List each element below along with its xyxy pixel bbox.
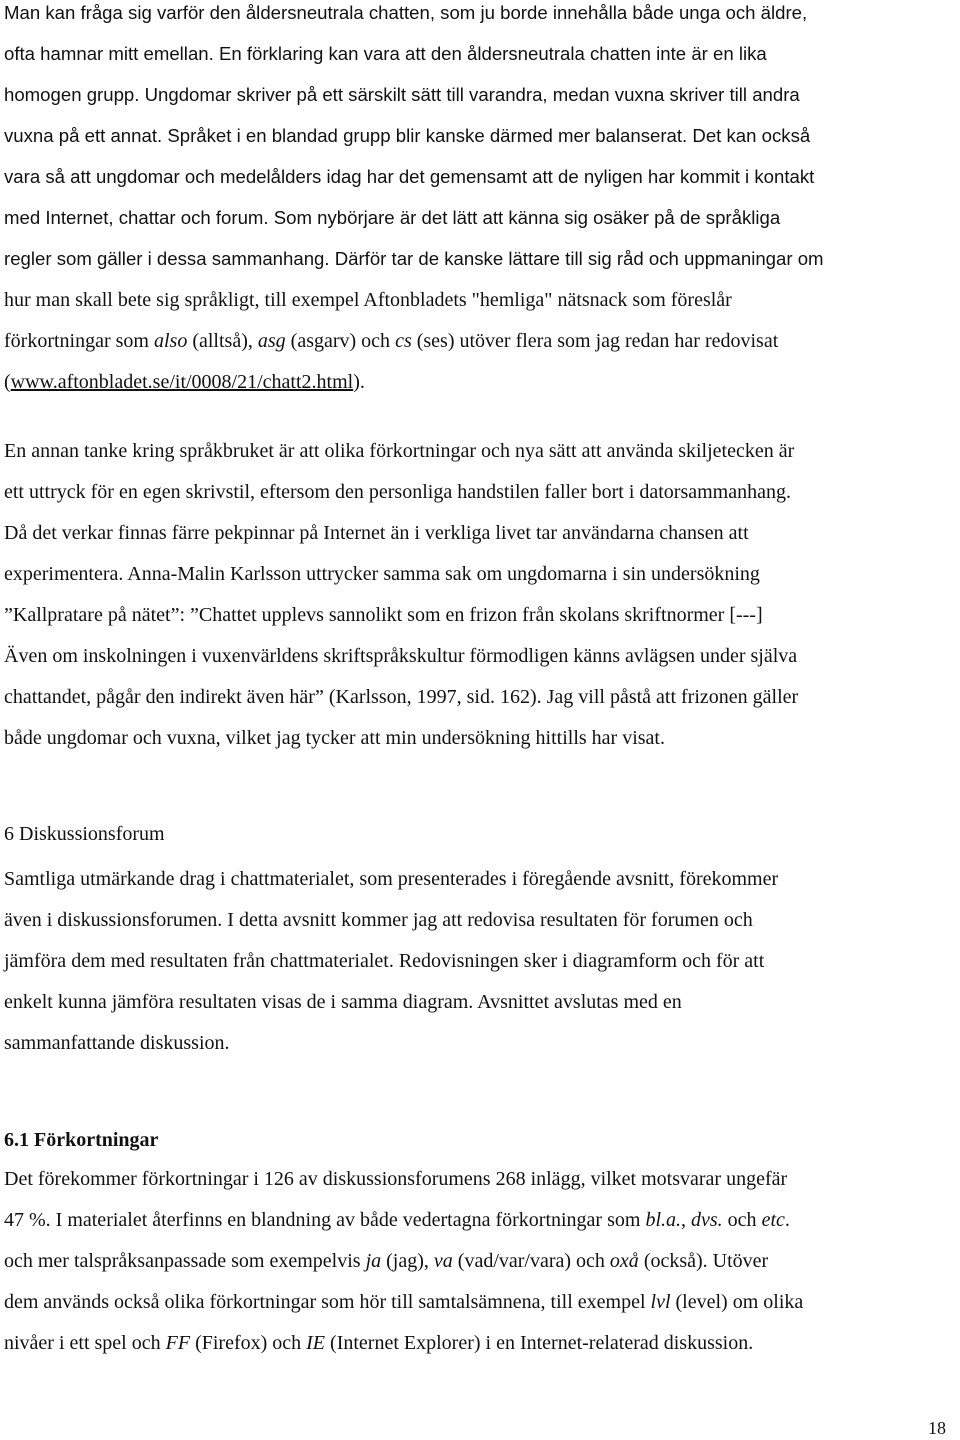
p1-line-6: med Internet, chattar och forum. Som nybörjare är det lätt att känna sig osäker på de språkliga [4, 207, 781, 228]
p2-line-3: Då det verkar finnas färre pekpinnar på Internet än i verkliga livet tar användarna chansen att [4, 522, 749, 544]
s61-line-2: 47 %. I materialet återfinns en blandning av både vedertagna förkortningar som bl.a., dvs. och etc. [4, 1209, 790, 1231]
p1-line-7: regler som gäller i dessa sammanhang. Därför tar de kanske lättare till sig råd och uppmaningar om [4, 248, 824, 269]
s61-line-5: nivåer i ett spel och FF (Firefox) och IE (Internet Explorer) i en Internet-relaterad diskussion. [4, 1332, 754, 1354]
p1-line-5: vara så att ungdomar och medelålders idag har det gemensamt att de nyligen har kommit i kontakt [4, 166, 815, 187]
p2-line-1: En annan tanke kring språkbruket är att olika förkortningar och nya sätt att använda skiljetecken är [4, 440, 795, 462]
s61-line-1: Det förekommer förkortningar i 126 av diskussionsforumens 268 inlägg, vilket motsvarar ungefär [4, 1168, 788, 1190]
p2-line-5: ”Kallpratare på nätet”: ”Chattet upplevs sannolikt som en frizon från skolans skriftnormer [---] [4, 604, 763, 626]
p1-line-2: ofta hamnar mitt emellan. En förklaring kan vara att den åldersneutrala chatten inte är en lika [4, 43, 767, 64]
p1-line-1: Man kan fråga sig varför den åldersneutrala chatten, som ju borde innehålla både unga och äldre, [4, 2, 808, 23]
p2-line-2: ett uttryck för en egen skrivstil, eftersom den personliga handstilen faller bort i datorsammanhang. [4, 481, 791, 503]
p1-line-10: (www.aftonbladet.se/it/0008/21/chatt2.html). [4, 371, 365, 393]
s6-line-2: även i diskussionsforumen. I detta avsnitt kommer jag att redovisa resultaten för forumen och [4, 909, 753, 931]
p1-line-9: förkortningar som also (alltså), asg (asgarv) och cs (ses) utöver flera som jag redan har redovisat [4, 330, 779, 352]
s6-line-1: Samtliga utmärkande drag i chattmaterialet, som presenterades i föregående avsnitt, förekommer [4, 868, 779, 890]
s6-line-5: sammanfattande diskussion. [4, 1032, 230, 1054]
p2-line-8: både ungdomar och vuxna, vilket jag tycker att min undersökning hittills har visat. [4, 727, 665, 749]
section-6-heading: 6 Diskussionsforum [4, 823, 165, 845]
p1-line-4: vuxna på ett annat. Språket i en blandad grupp blir kanske därmed mer balanserat. Det kan också [4, 125, 811, 146]
s61-line-3: och mer talspråksanpassade som exempelvis ja (jag), va (vad/var/vara) och oxå (också). Utöver [4, 1250, 769, 1272]
aftonbladet-link[interactable]: www.aftonbladet.se/it/0008/21/chatt2.html [10, 371, 354, 393]
p1-line-3: homogen grupp. Ungdomar skriver på ett särskilt sätt till varandra, medan vuxna skriver till andra [4, 84, 800, 105]
p1-line-8: hur man skall bete sig språkligt, till exempel Aftonbladets "hemliga" nätsnack som föreslår [4, 289, 732, 311]
s6-line-3: jämföra dem med resultaten från chattmaterialet. Redovisningen sker i diagramform och för att [4, 950, 765, 972]
p2-line-4: experimentera. Anna-Malin Karlsson uttrycker samma sak om ungdomarna i sin undersökning [4, 563, 760, 585]
page-number: 18 [928, 1418, 946, 1438]
section-6-1-heading: 6.1 Förkortningar [4, 1129, 159, 1151]
s6-line-4: enkelt kunna jämföra resultaten visas de i samma diagram. Avsnittet avslutas med en [4, 991, 682, 1013]
s61-line-4: dem används också olika förkortningar som hör till samtalsämnena, till exempel lvl (level) om olika [4, 1291, 804, 1313]
p2-line-7: chattandet, pågår den indirekt även här” (Karlsson, 1997, sid. 162). Jag vill påstå att frizonen gäller [4, 686, 799, 708]
p2-line-6: Även om inskolningen i vuxenvärldens skriftspråkskultur förmodligen känns avlägsen under själva [4, 645, 798, 667]
